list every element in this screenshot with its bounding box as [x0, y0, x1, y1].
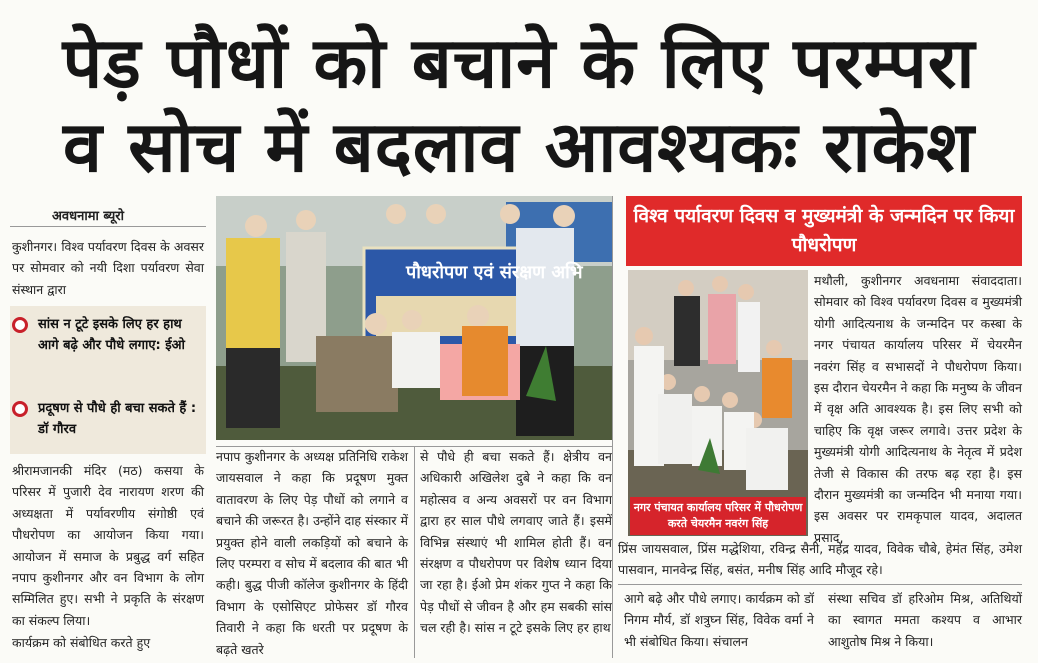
event-photo-main	[216, 196, 612, 440]
mid-col-divider	[414, 446, 415, 658]
right-col-b: संस्था सचिव डॉ हरिओम मिश्र, अतिथियों का स्वागत ममता कश्यप व आभार आशुतोष मिश्र ने किया।	[828, 591, 1022, 649]
column-divider	[612, 196, 613, 658]
bullet-icon	[12, 317, 28, 333]
mid-col-2: से पौधे ही बचा सकते हैं। क्षेत्रीय वन अधिकारी अखिलेश दुबे ने कहा कि वन महोत्सव व अन्य अवसरों पर वन विभाग द्वारा हर साल पौधे लगवाए जाते हैं। इसमें विभिन्न संस्थाएं भी शामिल होती हैं। वन संरक्षण व पौधरोपण पर विशेष ध्यान दिया जा रहा है। ईओ प्रेम शंकर गुप्त ने कहा कि पेड़ पौधों से जीवन है और हम सबकी सांस चल रही है। सांस न टूटे इसके लिए हर हाथ	[420, 449, 612, 636]
callout-2	[12, 398, 202, 440]
photo-caption: नगर पंचायत कार्यालय परिसर में पौधरोपण करते चेयरमैन नवरंग सिंह	[630, 497, 806, 535]
right-headline: विश्व पर्यावरण दिवस व मुख्यमंत्री के जन्मदिन पर किया पौधरोपण	[626, 196, 1022, 266]
left-intro: कुशीनगर। विश्व पर्यावरण दिवस के अवसर पर सोमवार को नयी दिशा पर्यावरण सेवा संस्थान द्वारा	[12, 239, 204, 297]
left-body-end: कार्यक्रम को संबोधित करते हुए	[12, 635, 151, 650]
right-col-a: आगे बढ़े और पौधे लगाए। कार्यक्रम को डॉ निगम मौर्य, डॉ शत्रुघ्न सिंह, विवेक वर्मा ने भी संबोधित किया। संचालन	[624, 591, 814, 649]
headline-line-1: पेड़ पौधों को बचाने के लिए परम्परा	[62, 22, 976, 104]
callout-1-text: सांस न टूटे इसके लिए हर हाथ आगे बढ़े और पौधे लगाए: ईओ	[38, 317, 185, 353]
callout-2-text: प्रदूषण से पौधे ही बचा सकते हैं : डॉ गौरव	[38, 401, 197, 437]
banner-text: पौधरोपण एवं संरक्षण अभि	[406, 262, 583, 283]
callout-1	[12, 314, 202, 356]
headline	[0, 0, 1038, 190]
headline-line-2: व सोच में बदलाव आवश्यकः राकेश	[62, 106, 975, 188]
mid-col-1: नपाप कुशीनगर के अध्यक्ष प्रतिनिधि राकेश जायसवाल ने कहा कि प्रदूषण मुक्त वातावरण के लिए पेड़ पौधों को लगाने व बचाने की जरूरत है। उन्होंने दाह संस्कार में प्रयुक्त होने वाली लकड़ियों को बचाने के लिए परम्परा व सोच में बदलाव की बात भी कही। बुद्ध पीजी कॉलेज कुशीनगर के हिंदी विभाग के एसोसिएट प्रोफेसर डॉ गौरव तिवारी ने कहा कि धरती पर प्रदूषण के बढ़ते खतरे	[216, 449, 408, 657]
bullet-icon	[12, 401, 28, 417]
byline-rule	[10, 226, 206, 227]
right-body-wide: प्रिंस जायसवाल, प्रिंस मद्धेशिया, रविन्द्र सैनी, महेंद्र यादव, विवेक चौबे, हेमंत सिंह, उमेश पासवान, मानवेन्द्र सिंह, बसंत, मनीष सिंह आदि मौजूद रहे।	[618, 541, 1022, 578]
left-body: श्रीरामजानकी मंदिर (मठ) कसया के परिसर में पुजारी देव नारायण शरण की अध्यक्षता में पर्यावरणीय संगोष्ठी एवं पौधरोपण का आयोजन किया गया। आयोजन में समाज के प्रबुद्ध वर्ग सहित नपाप कुशीनगर और वन विभाग के लोग सम्मिलित हुए। सभी ने प्रकृति के संरक्षण का संकल्प लिया।	[12, 463, 204, 628]
right-rule	[618, 584, 1022, 585]
byline: अवधनामा ब्यूरो	[52, 209, 124, 224]
right-body: मथौली, कुशीनगर अवधनामा संवाददाता। सोमवार को विश्व पर्यावरण दिवस व मुख्यमंत्री योगी आदित्यनाथ के जन्मदिन पर कस्बा के नगर पंचायत कार्यालय परिसर में चेयरमैन नवरंग सिंह व सभासदों ने पौधरोपण किया। इस दौरान चेयरमैन ने कहा कि मनुष्य के जीवन में वृक्ष अति आवश्यक है। इस लिए सभी को चाहिए कि वृक्ष जरूर लगावे। उत्तर प्रदेश के मुख्यमंत्री योगी आदित्यनाथ के नेतृत्व में प्रदेश तेजी से विकास की तरफ बढ़ रहा है। इस दौरान मुख्यमंत्री का जन्मदिन भी मनाया गया। इस अवसर पर रामकृपाल यादव, अदालत प्रसाद,	[814, 273, 1022, 545]
